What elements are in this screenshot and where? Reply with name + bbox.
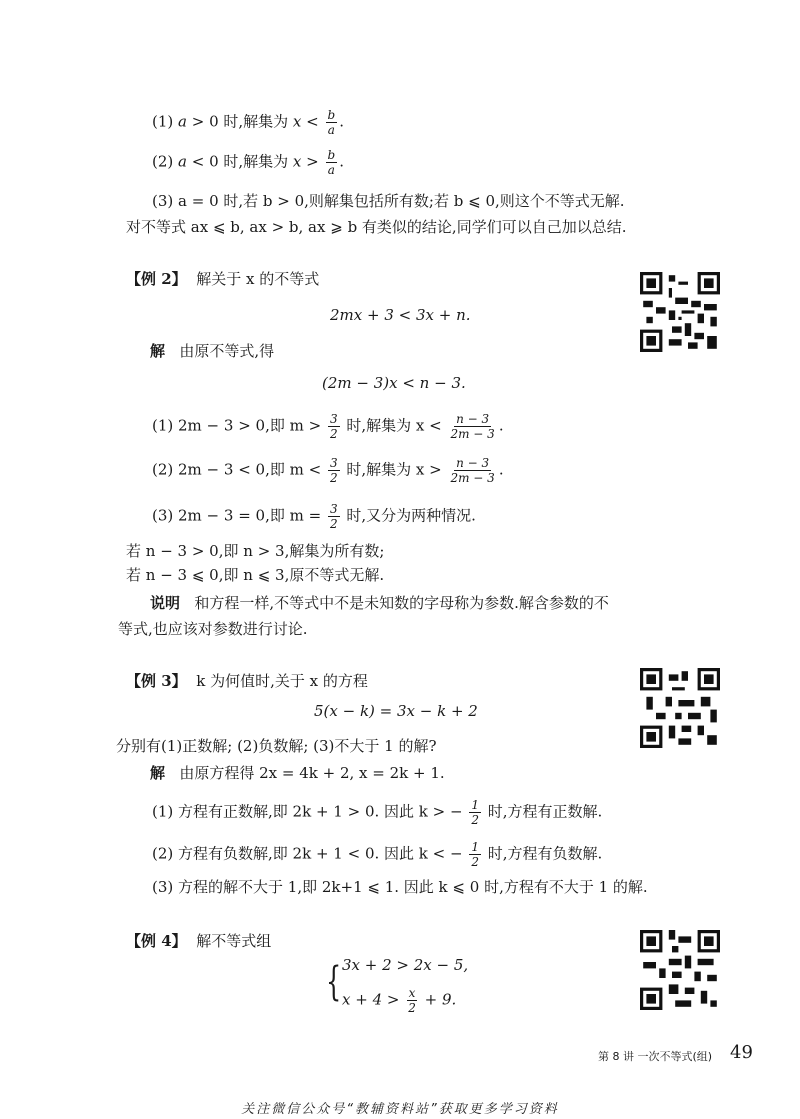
qr-code-icon-svg — [640, 272, 720, 352]
example-2-equation: 2mx + 3 < 3x + n. — [330, 306, 471, 324]
page-number: 49 — [730, 1042, 753, 1063]
intro-line-3: (3) a = 0 时,若 b > 0,则解集包括所有数;若 b ⩽ 0,则这个不等式无解. — [152, 192, 625, 210]
fraction: $\frac{3}{2}$ — [329, 412, 338, 441]
example-2-case-3: (3) 2m − 3 = 0,即 m = $\frac{3}{2}$ 时,又分为两种情况. — [152, 502, 476, 531]
example-2-solution-intro: 解 由原不等式,得 — [150, 342, 275, 360]
example-3-solution: 解 由原方程得 2x = 4k + 2, x = 2k + 1. — [150, 764, 445, 782]
fraction: $\frac{3}{2}$ — [329, 456, 338, 485]
example-3-case-3: (3) 方程的解不大于 1,即 2k+1 ⩽ 1. 因此 k ⩽ 0 时,方程有不大于 1 的解. — [152, 878, 648, 896]
example-3-case-2: (2) 方程有负数解,即 2k + 1 < 0. 因此 k < − $\frac{1}{2}$ 时,方程有负数解. — [152, 840, 603, 869]
fraction: $\frac{b}{a}$ — [327, 148, 336, 177]
example-3-equation: 5(x − k) = 3x − k + 2 — [314, 702, 478, 720]
example-2-case-1: (1) 2m − 3 > 0,即 m > $\frac{3}{2}$ 时,解集为 x < $\frac{n - 3}{2m - 3}$ . — [152, 412, 504, 441]
qr-code-icon — [640, 930, 720, 1010]
fraction: $\frac{3}{2}$ — [329, 502, 338, 531]
bottom-banner: 关注微信公众号“教辅资料站”获取更多学习资料 — [241, 1102, 559, 1117]
intro-line-1: (1) a > 0 时,解集为 x < $\frac{b}{a}$ . — [152, 108, 344, 137]
fraction: $\frac{b}{a}$ — [327, 108, 336, 137]
qr-code-icon — [640, 668, 720, 748]
example-2-case-3b: 若 n − 3 ⩽ 0,即 n ⩽ 3,原不等式无解. — [126, 566, 385, 584]
example-2-equation-2: (2m − 3)x < n − 3. — [322, 374, 466, 392]
example-3-case-1: (1) 方程有正数解,即 2k + 1 > 0. 因此 k > − $\frac{1}{2}$ 时,方程有正数解. — [152, 798, 603, 827]
example-2-note-cont: 等式,也应该对参数进行讨论. — [118, 620, 308, 638]
example-2-case-2: (2) 2m − 3 < 0,即 m < $\frac{3}{2}$ 时,解集为 x > $\frac{n - 3}{2m - 3}$ . — [152, 456, 504, 485]
intro-line-2: (2) a < 0 时,解集为 x > $\frac{b}{a}$ . — [152, 148, 344, 177]
example-4-header: 【例 4】 解不等式组 — [126, 932, 272, 950]
example-3-header: 【例 3】 k 为何值时,关于 x 的方程 — [126, 672, 368, 690]
system-brace: { — [326, 959, 342, 1005]
example-2-note: 说明 和方程一样,不等式中不是未知数的字母称为参数.解含参数的不 — [150, 594, 609, 612]
fraction: $\frac{x}{2}$ — [408, 986, 416, 1015]
example-4-row-2: x + 4 > $\frac{x}{2}$ + 9. — [342, 986, 457, 1015]
fraction: $\frac{n - 3}{2m - 3}$ — [450, 456, 495, 485]
example-2-case-3a: 若 n − 3 > 0,即 n > 3,解集为所有数; — [126, 542, 385, 560]
fraction: $\frac{n - 3}{2m - 3}$ — [450, 412, 495, 441]
example-2-header: 【例 2】 解关于 x 的不等式 — [126, 270, 320, 288]
intro-line-4: 对不等式 ax ⩽ b, ax > b, ax ⩾ b 有类似的结论,同学们可以自己加以总结. — [126, 218, 627, 236]
lecture-label: 第 8 讲 一次不等式(组) — [598, 1050, 713, 1063]
example-4-row-1: 3x + 2 > 2x − 5, — [342, 956, 469, 974]
example-3-question: 分别有(1)正数解; (2)负数解; (3)不大于 1 的解? — [116, 737, 437, 755]
fraction: $\frac{1}{2}$ — [471, 840, 479, 869]
qr-code-icon — [640, 272, 720, 352]
fraction: $\frac{1}{2}$ — [471, 798, 479, 827]
